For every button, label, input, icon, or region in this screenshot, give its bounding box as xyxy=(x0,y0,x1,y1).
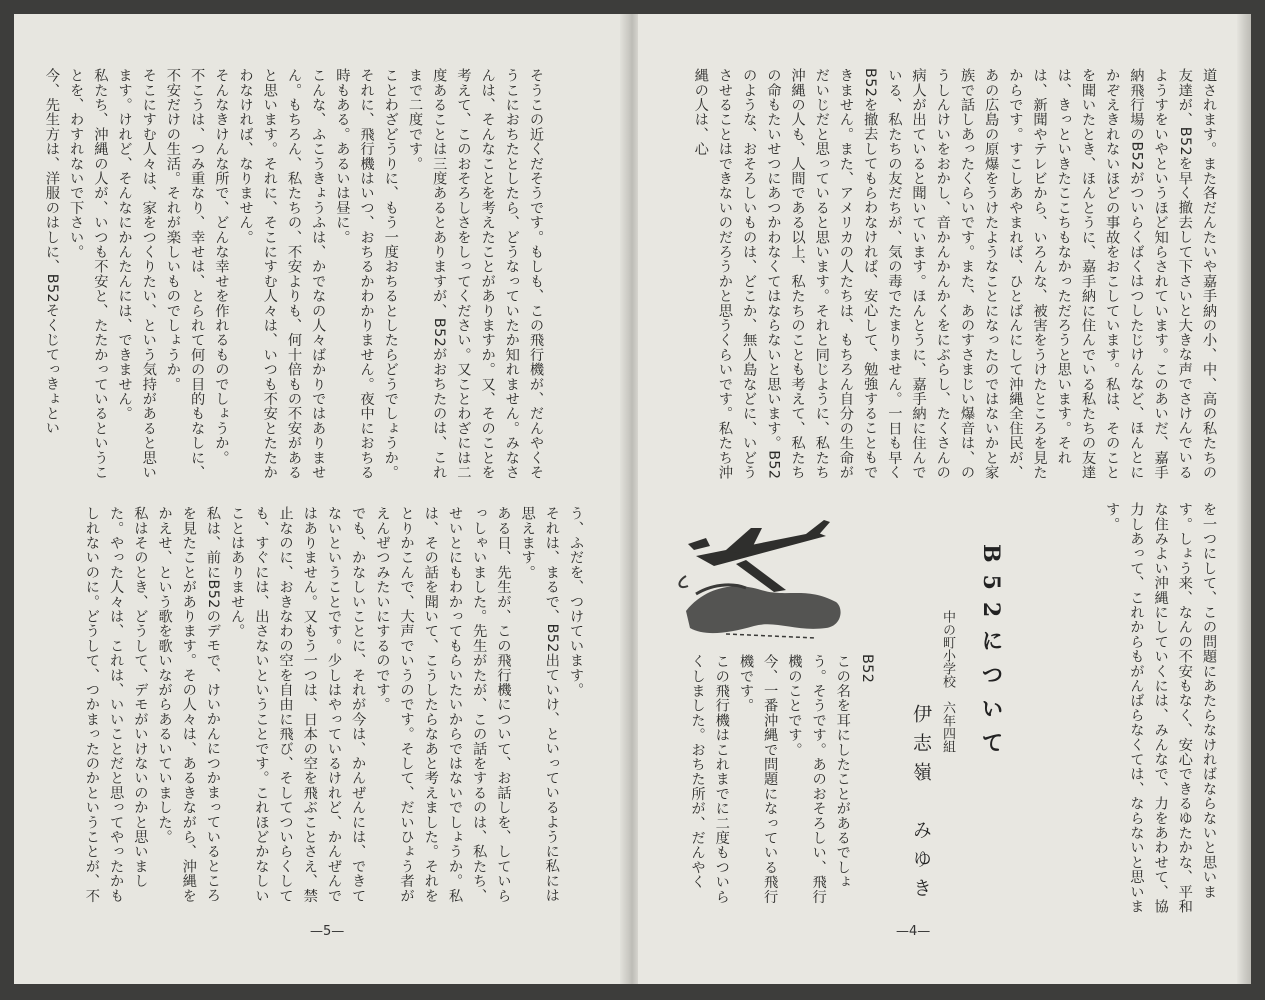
left-page-top-text: そうこの近くだそうです。もしも、この飛行機が、だんやくそうこにおちたとしたら、どうなっていたか知れません。みなさんは、そんなことを考えたことがありますか。又、そのことを考えて、このおそろしさをしってください。又ことわざには二度あることは三度あるとありますが、B52がおちたのは、これまで二度です。 ことわざどうりに、もう一度おちるとしたらどうでしょうか。 それに、飛行機はいつ、おちるかわかりません。夜中におちる時もある。あるいは昼に。 こんな、ふこうきょうふは、かでなの人々ばかりではありません。もちろん、私たちの、不安よりも、何十倍もの不安があると思います。それに、そこにすむ人々は、いつも不安とたたかわなければ、なりません。 そんなきけんな所で、どんな幸せを作れるものでしょうか。 不こうは、つみ重なり、幸せは、とられて何の目的もなしに、不安だけの生活。それが楽しいものでしょうか。 そこにすむ人々は、家をつくりたい、という気持があると思います。けれど、そんなにかんたんには、できません。 私たち、沖縄の人が、いつも不安と、たたかっているということを、わすれないで下さい。 今、先生方は、洋服のはしに、B52そくじてっきょとい xyxy=(43,68,544,480)
article-title: B52について xyxy=(978,544,1004,766)
b52-airplane-illustration xyxy=(666,516,856,646)
page-edge xyxy=(1237,14,1251,984)
author-name: 伊志嶺 みゆき xyxy=(910,704,932,907)
left-page-number: —5— xyxy=(310,924,345,939)
right-page xyxy=(638,14,1251,984)
booklet-spread xyxy=(14,14,1251,984)
school-name: 中の町小学校 六年四組 xyxy=(940,610,955,753)
right-page-top-text: 道されます。また各だんたいや嘉手納の小、中、高の私たちの友達が、B52を早く撤去して下さいと大きな声でさけんでいるようすをいやというほど知らされています。このあいだ、嘉手納飛行場のB52がついらくばくはつしたじけんなど、ほんとにかぞえきれないほどの事故をおこしています。私は、そのことを聞いたとき、ほんとうに、嘉手納に住んでいる私たちの友達は、きっといきたここちもなかっただろうと思います。それは、新聞やテレビから、いろんな、被害をうけたところを見たからです。すこしあやまれば、ひとばんにして沖縄全住民が、あの広島の原爆をうけたようなことになったのではないかと家族で話しあったくらいです。また、あのすさまじい爆音は、のうしんけいをおかし、音かんかんかくをにぶらし、たくさんの病人が出ていると聞いています。ほんとうに、嘉手納に住んでいる、私たちの友だちが、気の毒でたまりません。一日も早くB52を撤去してもらわなければ、安心して、勉強することもできません。また、アメリカの人たちは、もちろん自分の生命がだいじだと思っていると思います。それと同じように、私たち沖縄の人も、人間である以上、私たちのことも考えて、私たちの命もたいせつにあつかわなくてはならないと思います。B52のような、おそろしいものは、どこか、無人島などに、いどうさせることはできないのだろうかと思うくらいです。私たち沖縄の人は、心 xyxy=(692,68,1217,480)
right-page-bottom-text: を一つにして、この問題にあたらなければならないと思います。しょう来、なんの不安もなく、安心できるゆたかな、平和な住みよい沖縄にしていくには、みんなで、力をあわせて、協力しあって、これからもがんばらなくては、ならないと思います。 xyxy=(1104,502,1217,914)
left-page-bottom-text: う、ふだを、つけています。 それは、まるで、B52出ていけ、といっているように私には思えます。 ある日、先生が、この飛行機について、お話しを、していらっしゃいました。先生がたが、この話をするのは、私たち、せいとにもわかってもらいたいからではないでしょうか。私は、その話を聞いて、こうしたらなあと考えました。それをとりかこんで、大声でいうのです。そして、だいひょう者がえんぜつみたいにするのです。 でも、かなしいことに、それが今は、かんぜんには、できてないということです。少しはやっているけれど、かんぜんではありません。又もう一つは、日本の空を飛ぶことさえ、禁止なのに、おきなわの空を自由に飛び、そしてついらくしても、すぐには、出さないということです。これほどかなしいことはありません。 私は、前にB52のデモで、けいかんにつかまっているところを見たことがあります。その人々は、あるきながら、沖縄をかえせ、という歌を歌いながらあるいていました。 私はそのとき、どうして、デモがいけないのかと思いました。やった人々は、これは、いいことだと思ってやったかもしれないのに。どうして、つかまったのかということが、不 xyxy=(83,506,584,903)
left-page xyxy=(14,14,626,984)
story-opening-text: B52 この名を耳にしたことがあるでしょう。そうです。あのおそろしい、飛行機のことです。 今、一番沖縄で問題になっている飛行機です。 この飛行機はこれまでに二度もついらくしました。おちた所が、だんやく xyxy=(689,654,875,904)
right-page-number: —4— xyxy=(896,924,931,939)
